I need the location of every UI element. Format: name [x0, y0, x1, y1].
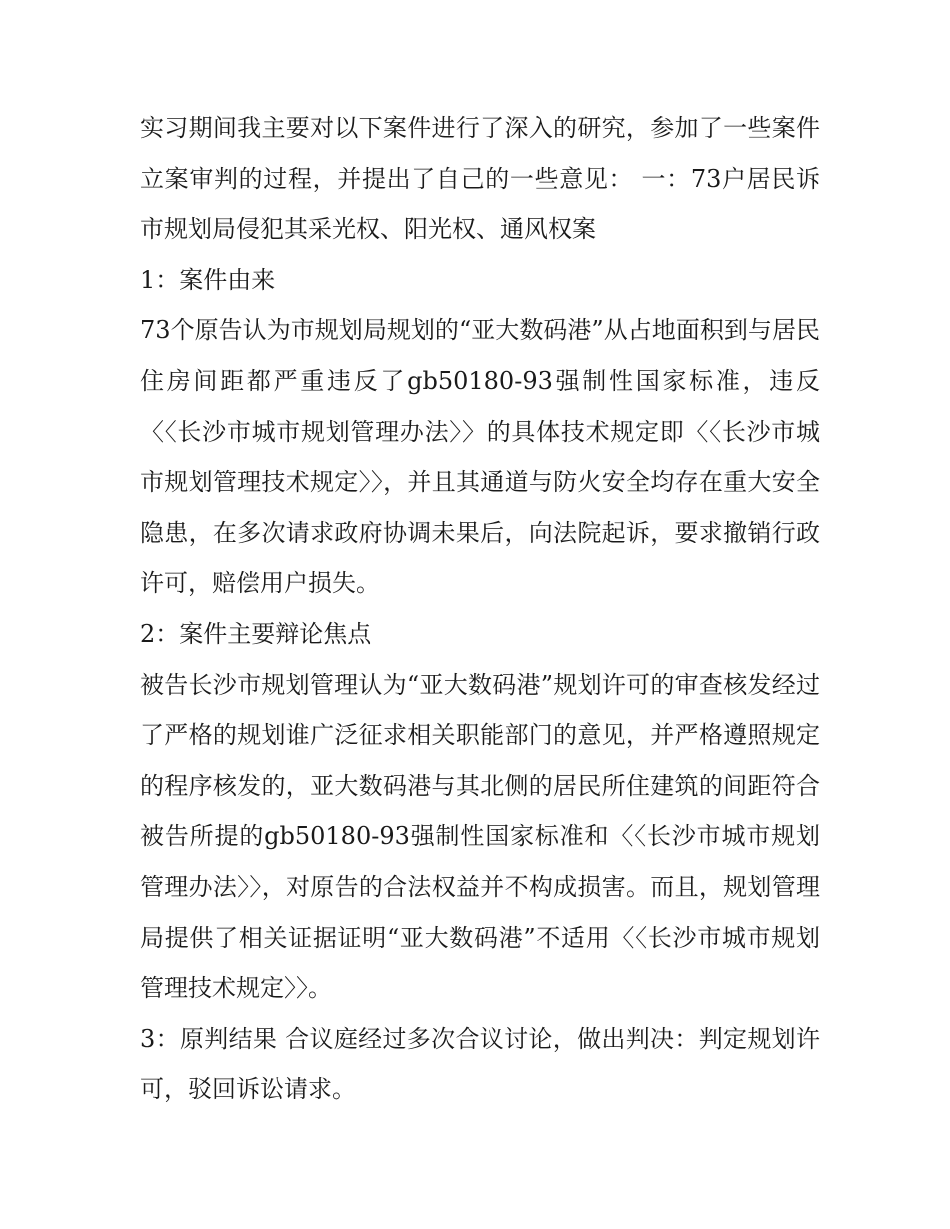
section-heading-case-origin: 1：案件由来: [140, 265, 276, 294]
intro-paragraph: 实习期间我主要对以下案件进行了深入的研究，参加了一些案件立案审判的过程，并提出了自己的一些意见： 一：73户居民诉市规划局侵犯其采光权、阳光权、通风权案: [140, 114, 820, 244]
case-origin-paragraph: 73个原告认为市规划局规划的“亚大数码港”从占地面积到与居民住房间距都严重违反了gb50180-93强制性国家标准，违反〈〈长沙市城市规划管理办法〉〉的具体技术规定即〈〈长沙市城市规划管理技术规定〉〉，并且其通道与防火安全均存在重大安全隐患，在多次请求政府协调未果后，向法院起诉，要求撤销行政许可，赔偿用户损失。: [140, 316, 820, 598]
debate-focus-paragraph: 被告长沙市规划管理认为“亚大数码港”规划许可的审查核发经过了严格的规划谁广泛征求相关职能部门的意见，并严格遵照规定的程序核发的，亚大数码港与其北侧的居民所住建筑的间距符合被告所提的gb50180-93强制性国家标准和〈〈长沙市城市规划管理办法〉〉，对原告的合法权益并不构成损害。而且，规划管理局提供了相关证据证明“亚大数码港”不适用〈〈长沙市城市规划管理技术规定〉〉。: [140, 670, 820, 1003]
judgment-paragraph: 3：原判结果 合议庭经过多次合议讨论，做出判决：判定规划许可，驳回诉讼请求。: [140, 1024, 820, 1104]
section-heading-debate-focus: 2：案件主要辩论焦点: [140, 619, 372, 648]
document-body: [140, 103, 820, 1115]
